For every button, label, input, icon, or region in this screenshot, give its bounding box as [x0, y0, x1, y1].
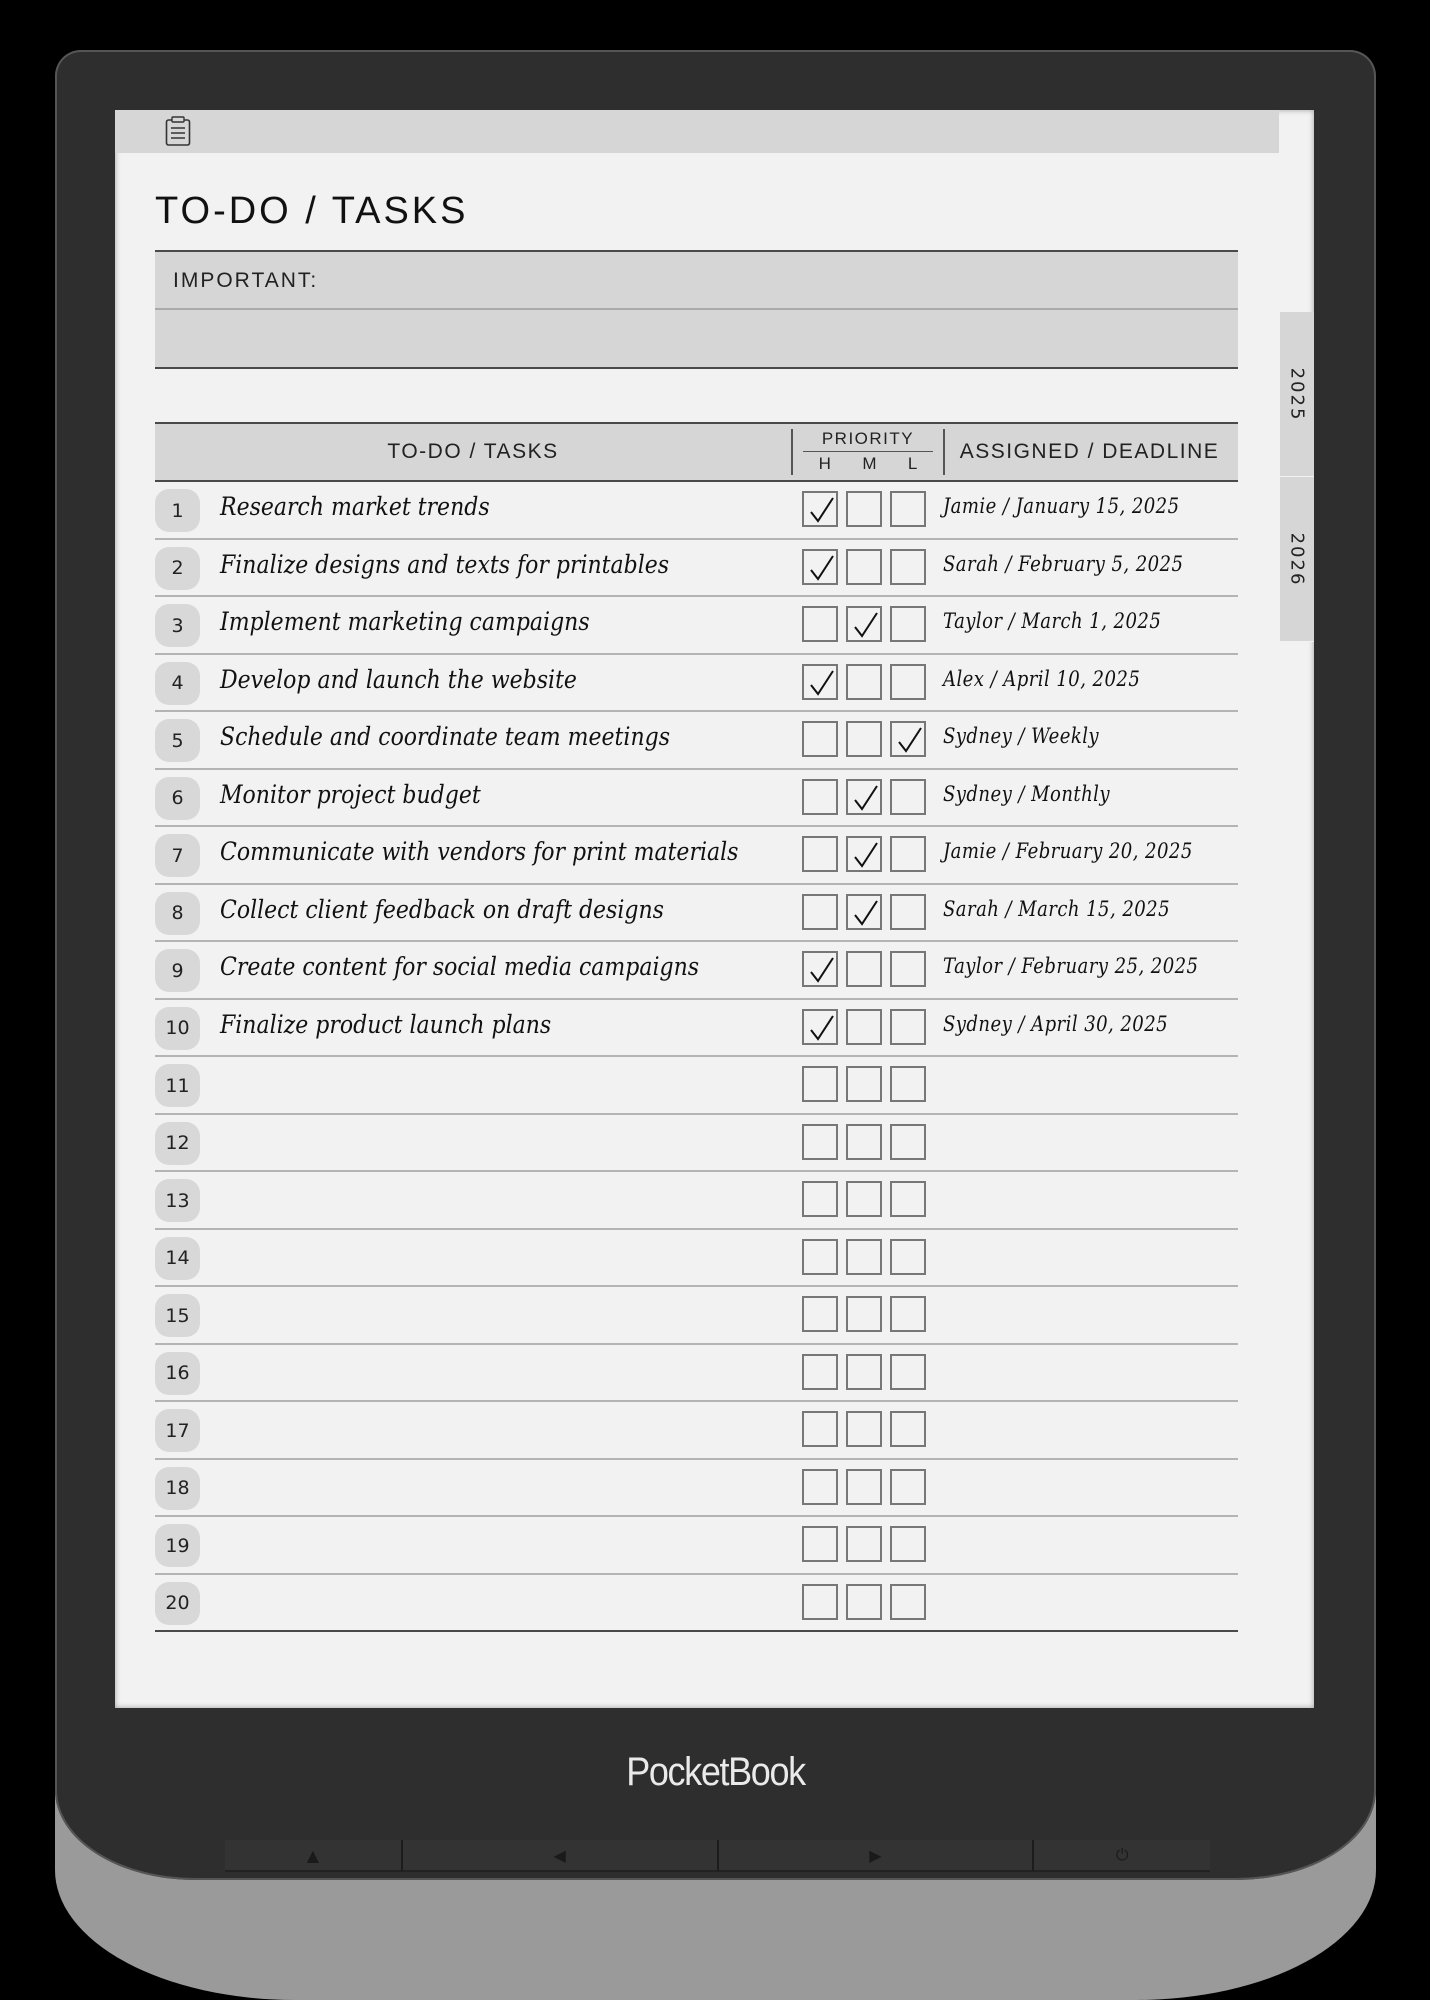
priority-checkboxes [802, 1066, 926, 1102]
table-row [155, 655, 1238, 713]
row-number: 13 [155, 1179, 200, 1222]
priority-checkboxes [802, 606, 926, 642]
row-number: 20 [155, 1582, 200, 1625]
top-bar [115, 110, 1279, 153]
priority-l-checkbox[interactable] [890, 1584, 926, 1620]
power-icon: ⏻ [1115, 1845, 1129, 1864]
year-tabs [1280, 312, 1314, 642]
table-row [155, 1402, 1238, 1460]
row-number: 15 [155, 1294, 200, 1337]
priority-checkboxes [802, 549, 926, 585]
home-button[interactable] [225, 1840, 401, 1872]
next-page-button[interactable] [717, 1840, 1033, 1872]
priority-h-checkbox[interactable] [802, 1239, 838, 1275]
priority-h-checkbox[interactable] [802, 1181, 838, 1217]
priority-checkboxes [802, 491, 926, 527]
tab-2025[interactable] [1280, 312, 1314, 477]
tab-2026[interactable] [1280, 477, 1314, 642]
priority-checkboxes [802, 1181, 926, 1217]
priority-h-checkbox[interactable] [802, 1009, 838, 1045]
hardware-buttons [225, 1840, 1210, 1872]
priority-m-checkbox[interactable] [846, 1411, 882, 1447]
priority-l-checkbox[interactable] [890, 951, 926, 987]
table-row [155, 597, 1238, 655]
priority-checkboxes [802, 1124, 926, 1160]
row-number: 16 [155, 1352, 200, 1395]
assigned-deadline[interactable]: Jamie / February 20, 2025 [943, 839, 1193, 863]
priority-l-checkbox[interactable] [890, 721, 926, 757]
priority-label: PRIORITY [803, 429, 933, 452]
table-row [155, 885, 1238, 943]
priority-h-checkbox[interactable] [802, 1296, 838, 1332]
priority-l-checkbox[interactable] [890, 1526, 926, 1562]
priority-checkboxes [802, 1009, 926, 1045]
table-row [155, 1575, 1238, 1633]
priority-checkboxes [802, 894, 926, 930]
priority-h-checkbox[interactable] [802, 1526, 838, 1562]
priority-h-checkbox[interactable] [802, 491, 838, 527]
row-number: 10 [155, 1007, 200, 1050]
table-row [155, 712, 1238, 770]
table-row [155, 942, 1238, 1000]
priority-m-checkbox[interactable] [846, 721, 882, 757]
task-text[interactable]: Collect client feedback on draft designs [220, 894, 664, 924]
checkmark-icon [852, 784, 880, 812]
checkmark-icon [852, 611, 880, 639]
prev-page-button[interactable] [401, 1840, 717, 1872]
table-row [155, 1345, 1238, 1403]
table-body [155, 482, 1238, 1632]
row-number: 3 [155, 604, 200, 647]
checkmark-icon [808, 669, 836, 697]
row-number: 18 [155, 1467, 200, 1510]
table-row [155, 827, 1238, 885]
priority-m-checkbox[interactable] [846, 951, 882, 987]
priority-m-checkbox[interactable] [846, 549, 882, 585]
row-number: 8 [155, 892, 200, 935]
priority-m-checkbox[interactable] [846, 1354, 882, 1390]
priority-l-checkbox[interactable] [890, 1181, 926, 1217]
header-tasks: TO-DO / TASKS [387, 440, 559, 463]
priority-m-checkbox[interactable] [846, 1124, 882, 1160]
home-icon: ▲ [306, 1845, 320, 1865]
priority-checkboxes [802, 951, 926, 987]
header-priority [791, 429, 945, 475]
checkmark-icon [808, 554, 836, 582]
assigned-deadline[interactable]: Sydney / Monthly [943, 781, 1110, 806]
priority-m-checkbox[interactable] [846, 491, 882, 527]
priority-h-checkbox[interactable] [802, 1469, 838, 1505]
table-row [155, 1172, 1238, 1230]
row-number: 4 [155, 662, 200, 705]
priority-m-checkbox[interactable] [846, 1584, 882, 1620]
priority-l-checkbox[interactable] [890, 1239, 926, 1275]
priority-l-checkbox[interactable] [890, 491, 926, 527]
priority-checkboxes [802, 721, 926, 757]
priority-checkboxes [802, 1526, 926, 1562]
priority-l-checkbox[interactable] [890, 606, 926, 642]
table-row [155, 1057, 1238, 1115]
priority-h-checkbox[interactable] [802, 1066, 838, 1102]
row-number: 1 [155, 489, 200, 532]
priority-m-checkbox[interactable] [846, 606, 882, 642]
tasks-table [155, 422, 1238, 1632]
priority-h-checkbox[interactable] [802, 606, 838, 642]
priority-h-checkbox[interactable] [802, 1124, 838, 1160]
table-row [155, 1230, 1238, 1288]
task-text[interactable]: Communicate with vendors for print materials [220, 837, 739, 866]
row-number: 9 [155, 949, 200, 992]
checkmark-icon [852, 899, 880, 927]
priority-l-checkbox[interactable] [890, 1009, 926, 1045]
priority-m-checkbox[interactable] [846, 1296, 882, 1332]
assigned-deadline[interactable]: Alex / April 10, 2025 [943, 666, 1141, 691]
priority-m-checkbox[interactable] [846, 894, 882, 930]
priority-l-checkbox[interactable] [890, 1296, 926, 1332]
priority-m-checkbox[interactable] [846, 779, 882, 815]
checkmark-icon [896, 726, 924, 754]
task-text[interactable]: Finalize designs and texts for printables [220, 549, 670, 579]
priority-checkboxes [802, 1469, 926, 1505]
priority-h-checkbox[interactable] [802, 549, 838, 585]
checkmark-icon [808, 1014, 836, 1042]
priority-checkboxes [802, 1411, 926, 1447]
prev-page-icon: ◀ [553, 1845, 566, 1865]
priority-l-checkbox[interactable] [890, 1066, 926, 1102]
table-row [155, 1287, 1238, 1345]
task-text[interactable]: Develop and launch the website [220, 664, 577, 694]
priority-h-checkbox[interactable] [802, 779, 838, 815]
priority-l-checkbox[interactable] [890, 1469, 926, 1505]
priority-h-checkbox[interactable] [802, 664, 838, 700]
priority-m-checkbox[interactable] [846, 1239, 882, 1275]
task-text[interactable]: Monitor project budget [220, 779, 481, 809]
clipboard-icon[interactable] [165, 116, 191, 146]
priority-m-checkbox[interactable] [846, 664, 882, 700]
priority-checkboxes [802, 1584, 926, 1620]
priority-h-checkbox[interactable] [802, 836, 838, 872]
priority-m-checkbox[interactable] [846, 1066, 882, 1102]
tab-label: 2026 [1286, 532, 1308, 586]
priority-l-checkbox[interactable] [890, 549, 926, 585]
power-button[interactable] [1032, 1840, 1210, 1872]
next-page-icon: ▶ [869, 1845, 882, 1865]
table-row [155, 482, 1238, 540]
priority-l-checkbox[interactable] [890, 664, 926, 700]
checkmark-icon [808, 956, 836, 984]
assigned-deadline[interactable]: Sydney / Weekly [943, 724, 1100, 748]
priority-checkboxes [802, 779, 926, 815]
checkmark-icon [852, 841, 880, 869]
table-row [155, 1115, 1238, 1173]
priority-l-checkbox[interactable] [890, 1411, 926, 1447]
table-row [155, 770, 1238, 828]
priority-l-checkbox[interactable] [890, 779, 926, 815]
priority-l-checkbox[interactable] [890, 1354, 926, 1390]
assigned-deadline[interactable]: Sarah / February 5, 2025 [943, 551, 1184, 576]
task-text[interactable]: Research market trends [220, 492, 490, 521]
ereader-device [55, 50, 1376, 1950]
assigned-deadline[interactable]: Sydney / April 30, 2025 [943, 1011, 1169, 1036]
priority-h-checkbox[interactable] [802, 1354, 838, 1390]
tab-label: 2025 [1286, 367, 1308, 421]
brand-logo: PocketBook [626, 1750, 805, 1794]
row-number: 7 [155, 834, 200, 877]
assigned-deadline[interactable]: Sarah / March 15, 2025 [943, 896, 1171, 921]
table-row [155, 540, 1238, 598]
priority-m-checkbox[interactable] [846, 836, 882, 872]
priority-h-checkbox[interactable] [802, 951, 838, 987]
assigned-deadline[interactable]: Jamie / January 15, 2025 [943, 494, 1180, 518]
row-number: 17 [155, 1409, 200, 1452]
priority-high-label: H [818, 454, 831, 473]
priority-checkboxes [802, 664, 926, 700]
row-number: 14 [155, 1237, 200, 1280]
priority-checkboxes [802, 1239, 926, 1275]
header-assigned: ASSIGNED / DEADLINE [959, 440, 1220, 463]
task-text[interactable]: Schedule and coordinate team meetings [220, 722, 670, 751]
screen [115, 110, 1314, 1708]
priority-m-checkbox[interactable] [846, 1526, 882, 1562]
page-title: TO-DO / TASKS [155, 190, 469, 232]
task-text[interactable]: Implement marketing campaigns [220, 607, 590, 636]
priority-l-checkbox[interactable] [890, 836, 926, 872]
priority-m-checkbox[interactable] [846, 1469, 882, 1505]
priority-l-checkbox[interactable] [890, 894, 926, 930]
priority-checkboxes [802, 1296, 926, 1332]
priority-h-checkbox[interactable] [802, 1584, 838, 1620]
priority-m-checkbox[interactable] [846, 1181, 882, 1217]
priority-low-label: L [907, 454, 918, 473]
priority-checkboxes [802, 836, 926, 872]
assigned-deadline[interactable]: Taylor / March 1, 2025 [943, 609, 1162, 633]
row-number: 2 [155, 547, 200, 590]
row-number: 11 [155, 1064, 200, 1107]
priority-m-checkbox[interactable] [846, 1009, 882, 1045]
table-row [155, 1460, 1238, 1518]
priority-h-checkbox[interactable] [802, 894, 838, 930]
task-text[interactable]: Create content for social media campaigns [220, 952, 700, 981]
table-row [155, 1000, 1238, 1058]
table-row [155, 1517, 1238, 1575]
priority-l-checkbox[interactable] [890, 1124, 926, 1160]
priority-checkboxes [802, 1354, 926, 1390]
row-number: 19 [155, 1524, 200, 1567]
row-number: 12 [155, 1122, 200, 1165]
task-text[interactable]: Finalize product launch plans [220, 1009, 552, 1039]
row-number: 5 [155, 719, 200, 762]
important-box[interactable] [155, 250, 1238, 369]
table-header [155, 422, 1238, 482]
row-number: 6 [155, 777, 200, 820]
important-divider [155, 308, 1238, 310]
priority-h-checkbox[interactable] [802, 1411, 838, 1447]
priority-h-checkbox[interactable] [802, 721, 838, 757]
priority-medium-label: M [862, 454, 877, 473]
checkmark-icon [808, 496, 836, 524]
important-label: IMPORTANT: [173, 269, 319, 292]
assigned-deadline[interactable]: Taylor / February 25, 2025 [943, 954, 1199, 978]
device-bezel [55, 50, 1376, 1880]
